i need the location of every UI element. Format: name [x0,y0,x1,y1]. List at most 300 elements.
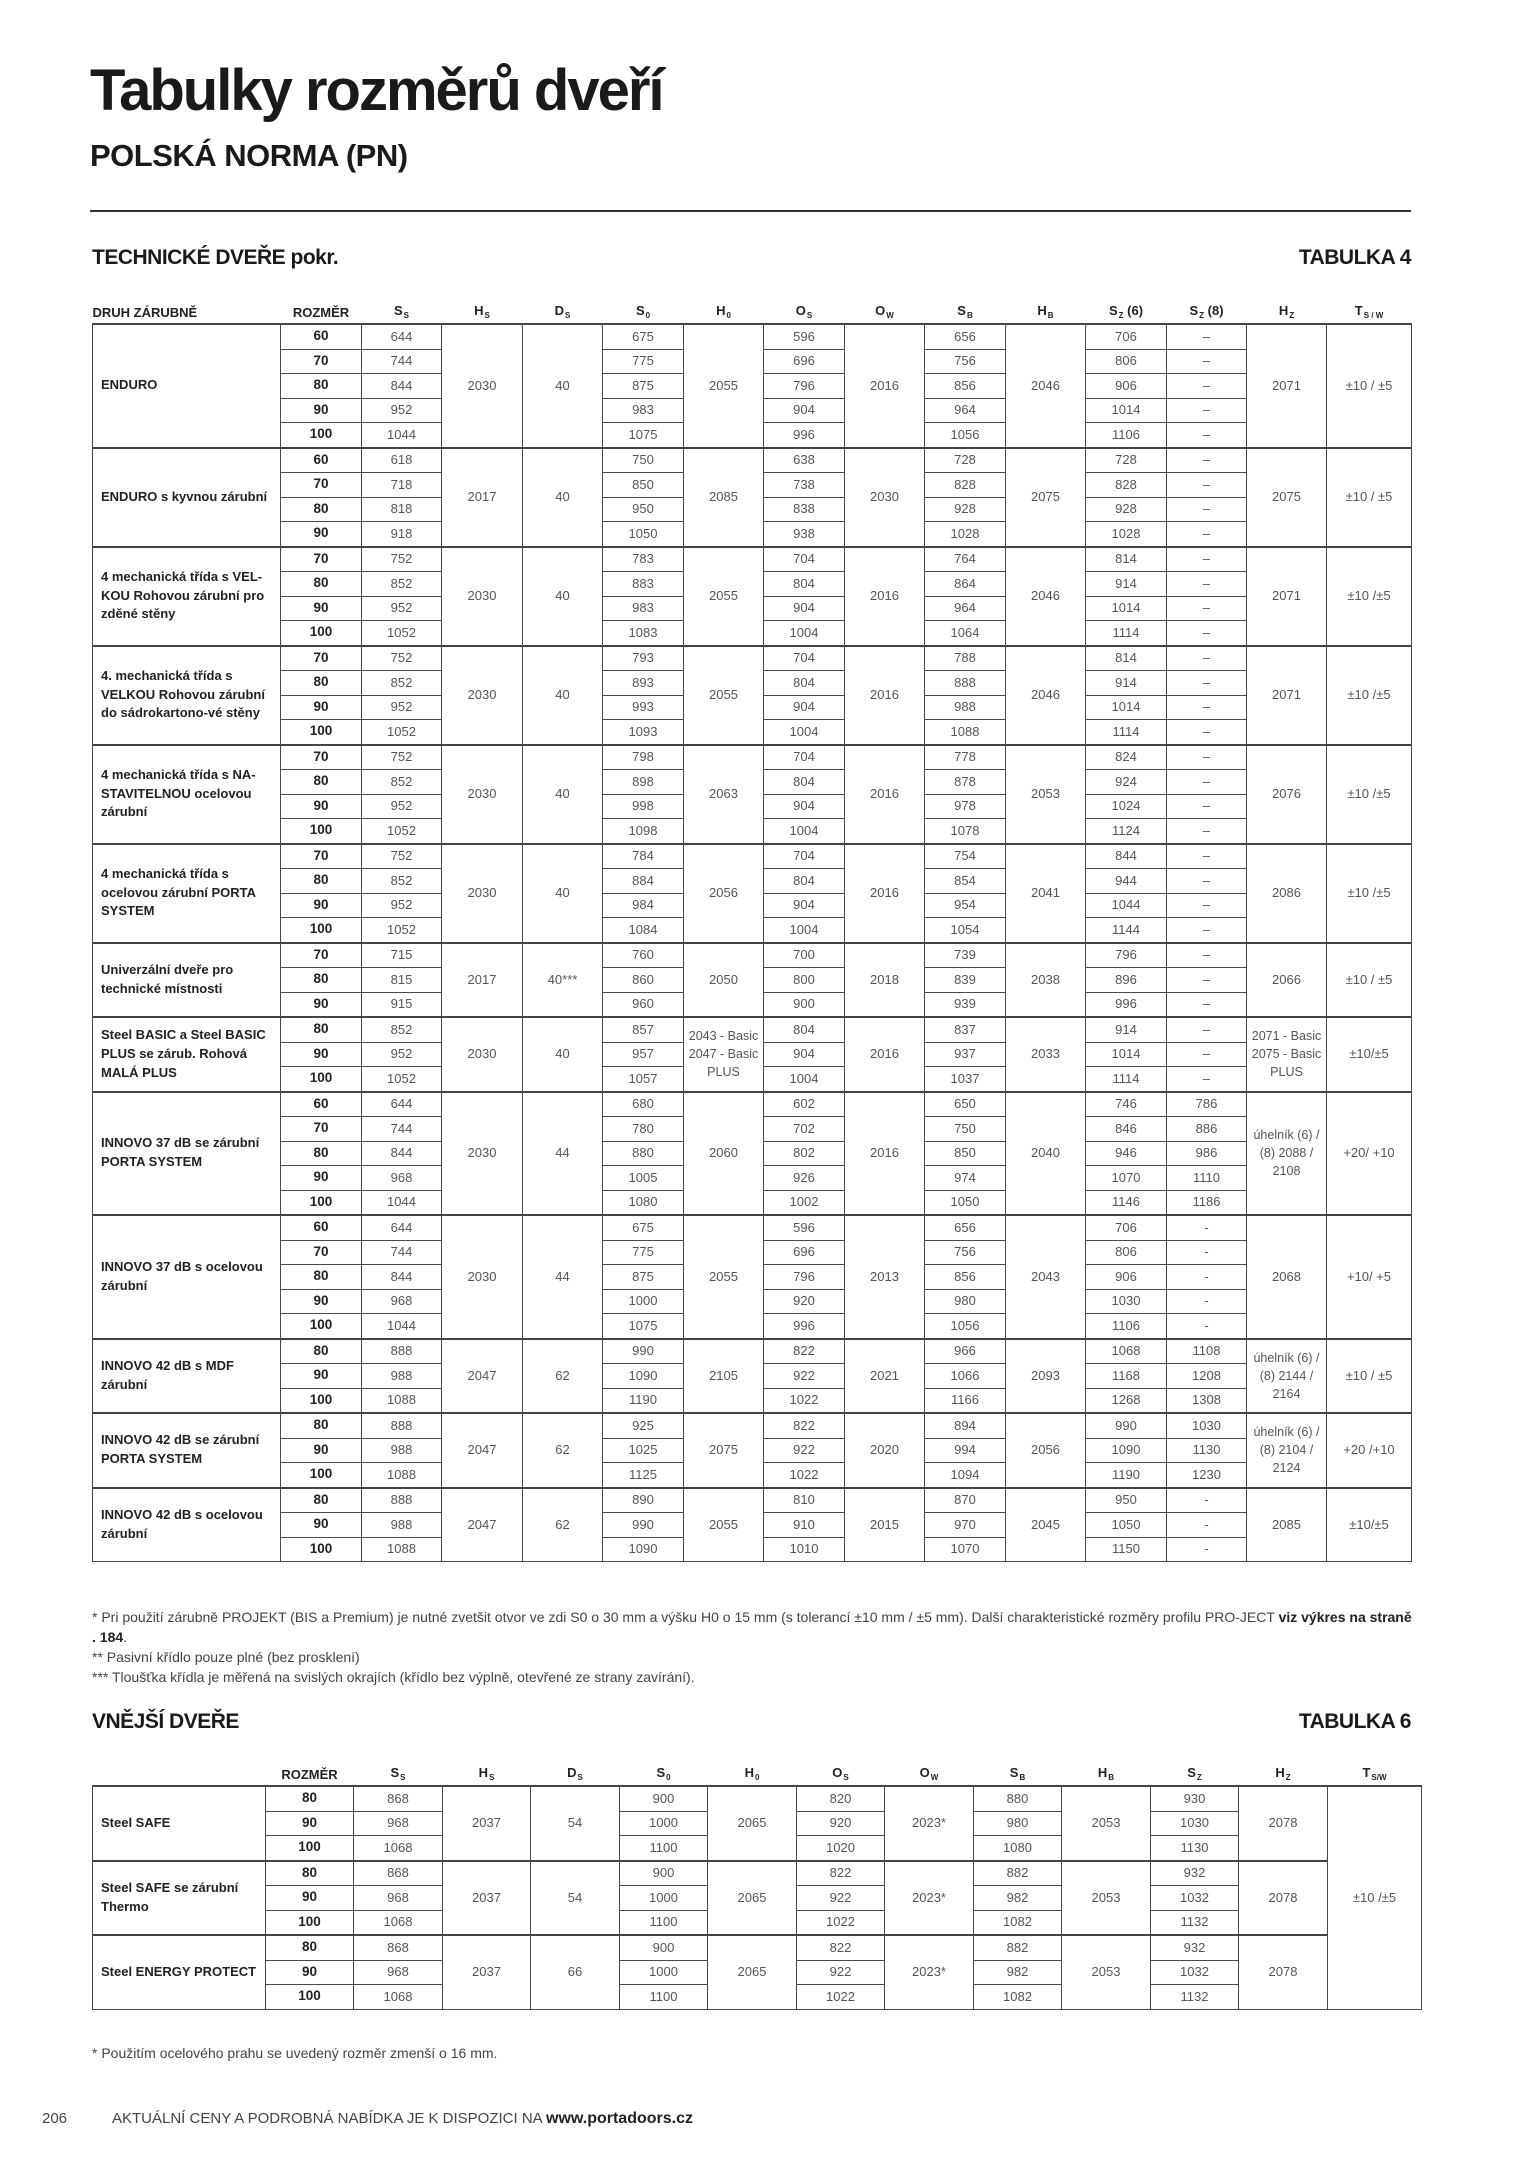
column-header-hs: $H_S$ [442,293,523,324]
hs-cell: 2037 [443,1935,531,2009]
sz6-cell: 906 [1086,1265,1167,1290]
size-cell: 100 [281,819,362,844]
sz8-cell: – [1167,1042,1247,1067]
size-cell: 60 [281,324,362,349]
size-cell: 80 [281,1265,362,1290]
s0-cell: 950 [603,497,684,522]
size-cell: 70 [281,1240,362,1265]
h0-cell: 2055 [684,1215,764,1339]
sz6-cell: 950 [1086,1488,1167,1513]
sb-cell: 988 [925,695,1006,720]
sz-cell: 1032 [1151,1960,1239,1985]
ss-cell: 888 [362,1413,442,1438]
ss-cell: 1052 [362,1067,442,1092]
sb-cell: 1054 [925,918,1006,943]
sz8-cell: – [1167,473,1247,498]
os-cell: 922 [797,1886,885,1911]
sz6-cell: 924 [1086,770,1167,795]
size-cell: 90 [281,992,362,1017]
s0-cell: 860 [603,968,684,993]
ow-cell: 2016 [845,844,925,943]
os-cell: 904 [764,695,845,720]
ss-cell: 1088 [362,1537,442,1562]
sz8-cell: – [1167,794,1247,819]
size-cell: 90 [266,1811,354,1836]
size-cell: 70 [281,349,362,374]
sz6-cell: 1024 [1086,794,1167,819]
sz8-cell: – [1167,423,1247,448]
ss-cell: 952 [362,695,442,720]
sb-cell: 854 [925,869,1006,894]
sz-cell: 932 [1151,1935,1239,1960]
s0-cell: 900 [620,1935,708,1960]
os-cell: 1002 [764,1190,845,1215]
os-cell: 696 [764,1240,845,1265]
sb-cell: 870 [925,1488,1006,1513]
hz-cell: úhelník (6) / (8) 2088 / 2108 [1247,1092,1327,1216]
column-header-hb: $H_B$ [1062,1755,1151,1786]
os-cell: 996 [764,1314,845,1339]
sb-cell: 839 [925,968,1006,993]
sz8-cell: – [1167,1067,1247,1092]
ss-cell: 1044 [362,423,442,448]
size-cell: 100 [266,1836,354,1861]
sb-cell: 856 [925,1265,1006,1290]
size-cell: 100 [281,1067,362,1092]
sb-cell: 850 [925,1141,1006,1166]
s0-cell: 875 [603,1265,684,1290]
size-cell: 80 [281,572,362,597]
footnote-projekt: * Pri použití zárubně PROJEKT (BIS a Premium) je nutné zvetšit otvor ve zdi S0 o 30 mm a výšku H0 o 15 mm (s tolerancí ±10 mm / ±5 mm). Další charakteristické rozměry profilu PRO-JECT viz výkres na straně . 184. [92,1609,1412,1645]
size-cell: 80 [266,1861,354,1886]
dimensions-table-technical-doors [92,293,1412,1562]
s0-cell: 1000 [603,1289,684,1314]
sb-cell: 994 [925,1438,1006,1463]
ss-cell: 852 [362,770,442,795]
sb-cell: 656 [925,1215,1006,1240]
s0-cell: 1050 [603,522,684,547]
door-type-name: Steel BASIC a Steel BASIC PLUS se zárub. Rohová MALÁ PLUS [93,1017,281,1092]
os-cell: 900 [764,992,845,1017]
column-header-ds: $D_S$ [523,293,603,324]
column-header-ss: $S_S$ [362,293,442,324]
sz8-cell: – [1167,522,1247,547]
size-cell: 100 [281,1190,362,1215]
s0-cell: 993 [603,695,684,720]
ss-cell: 888 [362,1488,442,1513]
column-header-hz: $H_Z$ [1247,293,1327,324]
ss-cell: 818 [362,497,442,522]
ss-cell: 752 [362,745,442,770]
sz8-cell: – [1167,374,1247,399]
os-cell: 838 [764,497,845,522]
sb-cell: 937 [925,1042,1006,1067]
sb-cell: 970 [925,1513,1006,1538]
hb-cell: 2040 [1006,1092,1086,1216]
s0-cell: 1075 [603,1314,684,1339]
hb-cell: 2053 [1062,1786,1151,1861]
ds-cell: 62 [523,1413,603,1488]
ds-cell: 62 [523,1339,603,1414]
column-header-druh [93,1755,266,1786]
os-cell: 704 [764,745,845,770]
ss-cell: 1068 [354,1985,443,2010]
tsw-cell: ±10 / ±5 [1327,1339,1412,1414]
size-cell: 90 [281,794,362,819]
sz6-cell: 814 [1086,547,1167,572]
sz6-cell: 806 [1086,349,1167,374]
ss-cell: 915 [362,992,442,1017]
ss-cell: 1044 [362,1314,442,1339]
size-cell: 90 [281,398,362,423]
table-header-row [93,1755,1422,1786]
dimensions-table-exterior-doors [92,1755,1422,2010]
table-row [93,1339,1412,1364]
os-cell: 804 [764,572,845,597]
sz6-cell: 914 [1086,572,1167,597]
size-cell: 80 [281,1488,362,1513]
door-type-name: 4 mechanická třída s NA-STAVITELNOU ocelovou zárubní [93,745,281,844]
s0-cell: 998 [603,794,684,819]
s0-cell: 775 [603,1240,684,1265]
sz6-cell: 706 [1086,1215,1167,1240]
sb-cell: 964 [925,398,1006,423]
table-row [93,1413,1412,1438]
ss-cell: 1044 [362,1190,442,1215]
s0-cell: 1093 [603,720,684,745]
sb-cell: 1028 [925,522,1006,547]
ss-cell: 844 [362,1141,442,1166]
ss-cell: 1068 [354,1910,443,1935]
sb-cell: 750 [925,1117,1006,1142]
sz8-cell: – [1167,448,1247,473]
ds-cell: 54 [531,1861,620,1936]
size-cell: 80 [281,869,362,894]
size-cell: 100 [281,621,362,646]
size-cell: 80 [281,671,362,696]
s0-cell: 893 [603,671,684,696]
sz8-cell: – [1167,349,1247,374]
sb-cell: 1056 [925,423,1006,448]
ss-cell: 1068 [354,1836,443,1861]
column-header-tsw: $T_{S/W}$ [1328,1755,1422,1786]
h0-cell: 2055 [684,324,764,448]
sz8-cell: - [1167,1488,1247,1513]
door-type-name: Steel SAFE se zárubní Thermo [93,1861,266,1936]
ss-cell: 752 [362,547,442,572]
door-type-name: 4. mechanická třída s VELKOU Rohovou zárubní do sádrokartono-vé stěny [93,646,281,745]
os-cell: 704 [764,646,845,671]
s0-cell: 680 [603,1092,684,1117]
os-cell: 1020 [797,1836,885,1861]
ss-cell: 988 [362,1513,442,1538]
sz8-cell: - [1167,1215,1247,1240]
os-cell: 804 [764,770,845,795]
os-cell: 796 [764,374,845,399]
table-row [93,1935,1422,1960]
os-cell: 1004 [764,819,845,844]
sb-cell: 980 [925,1289,1006,1314]
hb-cell: 2045 [1006,1488,1086,1562]
hz-cell: 2071 [1247,324,1327,448]
tsw-cell: ±10 /±5 [1327,844,1412,943]
sz6-cell: 906 [1086,374,1167,399]
os-cell: 822 [797,1935,885,1960]
sz8-cell: 1186 [1167,1190,1247,1215]
sb-cell: 882 [974,1861,1062,1886]
s0-cell: 1100 [620,1836,708,1861]
page-footer [42,2110,693,2128]
os-cell: 1022 [797,1910,885,1935]
s0-cell: 875 [603,374,684,399]
ss-cell: 852 [362,671,442,696]
sz8-cell: - [1167,1513,1247,1538]
ss-cell: 718 [362,473,442,498]
door-type-name: INNOVO 37 dB se zárubní PORTA SYSTEM [93,1092,281,1216]
os-cell: 804 [764,1017,845,1042]
sz6-cell: 1068 [1086,1339,1167,1364]
os-cell: 822 [764,1339,845,1364]
sz8-cell: – [1167,918,1247,943]
sz-cell: 930 [1151,1786,1239,1811]
hz-cell: 2066 [1247,943,1327,1018]
tsw-cell: +10/ +5 [1327,1215,1412,1339]
hs-cell: 2017 [442,448,523,547]
sz8-cell: – [1167,398,1247,423]
sz6-cell: 846 [1086,1117,1167,1142]
sz6-cell: 1014 [1086,596,1167,621]
os-cell: 922 [797,1960,885,1985]
ss-cell: 952 [362,596,442,621]
os-cell: 1022 [764,1463,845,1488]
column-header-s0: $S_0$ [603,293,684,324]
door-type-name: ENDURO [93,324,281,448]
column-header-rozmer: ROZMĚR [281,293,362,324]
sz6-cell: 1150 [1086,1537,1167,1562]
ss-cell: 715 [362,943,442,968]
door-type-name: Steel ENERGY PROTECT [93,1935,266,2009]
sz8-cell: 986 [1167,1141,1247,1166]
sz8-cell: – [1167,968,1247,993]
sz6-cell: 814 [1086,646,1167,671]
website-link[interactable]: www.portadoors.cz [546,2110,693,2127]
s0-cell: 983 [603,596,684,621]
os-cell: 904 [764,893,845,918]
s0-cell: 1125 [603,1463,684,1488]
sb-cell: 1050 [925,1190,1006,1215]
table-row [93,943,1412,968]
sz6-cell: 1146 [1086,1190,1167,1215]
hs-cell: 2047 [442,1488,523,1562]
sb-cell: 1070 [925,1537,1006,1562]
sb-cell: 1064 [925,621,1006,646]
h0-cell: 2105 [684,1339,764,1414]
ds-cell: 40 [523,646,603,745]
sz6-cell: 1190 [1086,1463,1167,1488]
sz6-cell: 996 [1086,992,1167,1017]
ow-cell: 2016 [845,1092,925,1216]
size-cell: 100 [281,1314,362,1339]
size-cell: 90 [281,596,362,621]
page-number: 206 [42,2110,68,2127]
os-cell: 996 [764,423,845,448]
h0-cell: 2085 [684,448,764,547]
hs-cell: 2037 [443,1861,531,1936]
sb-cell: 837 [925,1017,1006,1042]
ss-cell: 1052 [362,720,442,745]
size-cell: 90 [281,1289,362,1314]
table-label-4: TABULKA 4 [1298,246,1411,269]
ds-cell: 62 [523,1488,603,1562]
sb-cell: 878 [925,770,1006,795]
column-header-ss: $S_S$ [354,1755,443,1786]
door-type-name: Steel SAFE [93,1786,266,1861]
sb-cell: 1166 [925,1388,1006,1413]
hz-cell: 2076 [1247,745,1327,844]
os-cell: 738 [764,473,845,498]
size-cell: 70 [281,844,362,869]
s0-cell: 984 [603,893,684,918]
ow-cell: 2023* [885,1861,974,1936]
sz8-cell: – [1167,596,1247,621]
size-cell: 90 [281,1364,362,1389]
column-header-os: $O_S$ [764,293,845,324]
ss-cell: 1052 [362,621,442,646]
ss-cell: 852 [362,869,442,894]
ds-cell: 40 [523,448,603,547]
hs-cell: 2030 [442,1215,523,1339]
hz-cell: 2071 [1247,646,1327,745]
column-header-sz6: $S_Z$ (6) [1086,293,1167,324]
title-divider [90,210,1411,212]
tsw-cell: +20 /+10 [1327,1413,1412,1488]
hz-cell: 2071 [1247,547,1327,646]
sz6-cell: 1106 [1086,1314,1167,1339]
ss-cell: 952 [362,398,442,423]
hz-cell: 2075 [1247,448,1327,547]
sz8-cell: - [1167,1240,1247,1265]
table-label-6: TABULKA 6 [1298,1710,1411,1733]
os-cell: 1004 [764,1067,845,1092]
table-row [93,1215,1412,1240]
sb-cell: 982 [974,1886,1062,1911]
size-cell: 80 [281,1339,362,1364]
h0-cell: 2055 [684,547,764,646]
ss-cell: 952 [362,1042,442,1067]
column-header-sz8: $S_Z$ (8) [1167,293,1247,324]
hb-cell: 2043 [1006,1215,1086,1339]
hz-cell: 2085 [1247,1488,1327,1562]
column-header-sb: $S_B$ [925,293,1006,324]
sz8-cell: – [1167,720,1247,745]
sb-cell: 1037 [925,1067,1006,1092]
h0-cell: 2065 [708,1935,797,2009]
column-header-tsw: $T_{S / W}$ [1327,293,1412,324]
h0-cell: 2065 [708,1861,797,1936]
s0-cell: 1000 [620,1811,708,1836]
sb-cell: 788 [925,646,1006,671]
size-cell: 90 [281,1438,362,1463]
s0-cell: 880 [603,1141,684,1166]
ss-cell: 744 [362,349,442,374]
sz8-cell: – [1167,572,1247,597]
sz6-cell: 824 [1086,745,1167,770]
hz-cell: úhelník (6) / (8) 2144 / 2164 [1247,1339,1327,1414]
sz8-cell: - [1167,1537,1247,1562]
os-cell: 1022 [797,1985,885,2010]
table-header-row [93,293,1412,324]
s0-cell: 675 [603,324,684,349]
ss-cell: 852 [362,1017,442,1042]
hz-cell: 2078 [1239,1935,1328,2009]
os-cell: 922 [764,1438,845,1463]
os-cell: 602 [764,1092,845,1117]
s0-cell: 1090 [603,1537,684,1562]
column-header-sz: $S_Z$ [1151,1755,1239,1786]
ss-cell: 644 [362,1092,442,1117]
s0-cell: 1000 [620,1886,708,1911]
os-cell: 910 [764,1513,845,1538]
sz-cell: 1130 [1151,1836,1239,1861]
os-cell: 596 [764,324,845,349]
hz-cell: 2068 [1247,1215,1327,1339]
h0-cell: 2060 [684,1092,764,1216]
ow-cell: 2016 [845,547,925,646]
ss-cell: 744 [362,1117,442,1142]
sz6-cell: 1268 [1086,1388,1167,1413]
table-row [93,646,1412,671]
h0-cell: 2050 [684,943,764,1018]
tsw-cell: ±10 /±5 [1327,745,1412,844]
s0-cell: 1025 [603,1438,684,1463]
ow-cell: 2020 [845,1413,925,1488]
s0-cell: 990 [603,1339,684,1364]
ow-cell: 2016 [845,324,925,448]
table-row [93,324,1412,349]
os-cell: 638 [764,448,845,473]
table-row [93,547,1412,572]
size-cell: 100 [266,1910,354,1935]
footnote-passive-leaf: ** Pasivní křídlo pouze plné (bez prosklení) [92,1649,360,1665]
ss-cell: 752 [362,844,442,869]
s0-cell: 900 [620,1786,708,1811]
sb-cell: 1094 [925,1463,1006,1488]
sz6-cell: 1070 [1086,1166,1167,1191]
sb-cell: 966 [925,1339,1006,1364]
s0-cell: 750 [603,448,684,473]
footer-text: AKTUÁLNÍ CENY A PODROBNÁ NABÍDKA JE K DISPOZICI NA [112,2110,547,2127]
door-type-name: INNOVO 42 dB s MDF zárubní [93,1339,281,1414]
ss-cell: 644 [362,324,442,349]
sz6-cell: 1028 [1086,522,1167,547]
ss-cell: 618 [362,448,442,473]
ss-cell: 1052 [362,918,442,943]
sz8-cell: 1230 [1167,1463,1247,1488]
size-cell: 90 [281,1166,362,1191]
hs-cell: 2037 [443,1786,531,1861]
hb-cell: 2041 [1006,844,1086,943]
ss-cell: 968 [354,1886,443,1911]
sz8-cell: – [1167,992,1247,1017]
h0-cell: 2043 - Basic 2047 - Basic PLUS [684,1017,764,1092]
column-header-h0: $H_0$ [684,293,764,324]
sz6-cell: 1114 [1086,720,1167,745]
sz6-cell: 946 [1086,1141,1167,1166]
hb-cell: 2075 [1006,448,1086,547]
sb-cell: 978 [925,794,1006,819]
sz8-cell: – [1167,695,1247,720]
sz6-cell: 844 [1086,844,1167,869]
